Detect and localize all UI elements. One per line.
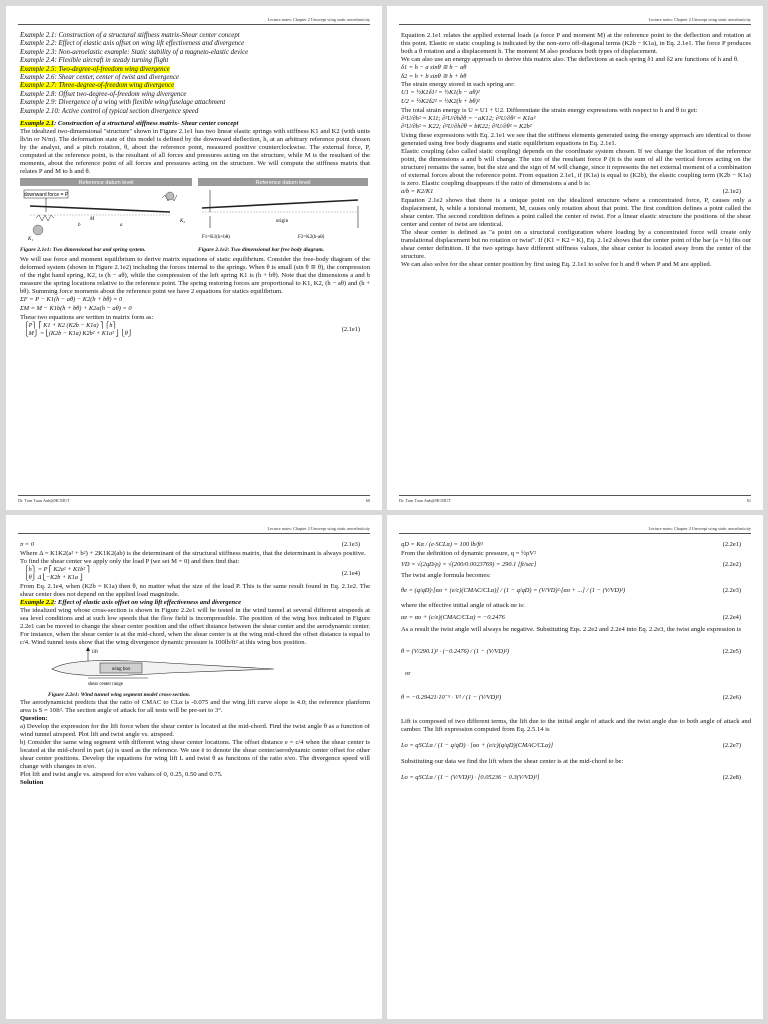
document-page-1 (6, 6, 382, 510)
paragraph: Plot lift and twist angle vs. airspeed for e/eo values of 0, 0.25, 0.50 and 0.75. (20, 771, 223, 779)
matrix-row: ⎩M⎭ = ⎣(K2b − K1a) K2b² + K1a² ⎦ ⎩θ⎭ (24, 330, 133, 338)
paragraph: From Eq. 2.1e4, when (K2b = K1a) then θ, no matter what the size of the load P. This is the same result found in Eq. 2.1e2. The shear center does not depend on the applied load magnitude. (20, 582, 370, 598)
svg-text:M: M (90, 217, 95, 223)
header-rule (18, 24, 370, 25)
equation (20, 305, 370, 314)
toc-item[interactable]: Example 2.1: Construction of a structural stiffness matrix-Shear center concept (20, 32, 240, 39)
paragraph: Lift is composed of two different terms, the lift due to the initial angle of attack and the twist angle due to both angle of attack and camber. The lift expression computed from Eq. 2.5.14 is (401, 717, 751, 733)
paragraph: To find the shear center we apply only the load P (we set M = 0) and then find that: (20, 557, 240, 565)
equation-text: δ2 = h + b sinθ ≅ h + bθ (401, 72, 467, 80)
paragraph: The strain energy stored in each spring are: (401, 81, 515, 89)
example-heading (20, 599, 370, 607)
equation (401, 64, 751, 73)
figure-2-1e2 (198, 178, 368, 254)
equation-text: θ = −0.29421·10⁻⁵ · V² / (1 − (V/VD)²) (401, 693, 502, 701)
equation-text: θ = (V/290.1)² · (−0.2476) / (1 − (V/VD)²) (401, 647, 510, 655)
paragraph: Where Δ = K1K2(a² + b²) + 2K1K2(ab) is the determinant of the structural stiffness matrix, that the determinant is always positive. (20, 549, 366, 557)
paragraph: The total strain energy is U = U1 + U2. Differentiate the strain energy expressions with respect to h and θ to get: (401, 106, 698, 114)
toc-item[interactable]: Example 2.8: Offset two-degree-of-freedom wing divergence (20, 90, 187, 98)
paragraph: As a result the twist angle will always be negative. Substituting Eqs. 2.2e2 and 2.2e4 into Eq. 2.2e3, the twist angle expression is (401, 625, 742, 633)
equation-number: (2.1e1) (341, 325, 360, 333)
equation-number: (2.1e3) (341, 541, 360, 548)
equation-text: ∂²U/∂h² = K22; ∂²U/∂h∂θ = bK22; ∂²U/∂θ² = K2b² (401, 123, 532, 131)
datum-label: Reference datum level (255, 180, 311, 187)
equation (401, 98, 751, 107)
force-f2-label: F2=K2(h-aθ) (298, 235, 325, 241)
page-number: 60 (365, 498, 370, 503)
equation (401, 634, 751, 670)
equation-text: U2 = ½K2δ2² = ½K2(h + bθ)² (401, 98, 480, 106)
paragraph: Using these expressions with Eq. 2.1e1 we see that the stiffness elements generated using the energy approach are identical to those generated using free body diagrams and static equilibrium equations in Eq. 2.1e1. (401, 131, 751, 147)
equation (401, 766, 751, 790)
solution-label: Solution (20, 779, 44, 787)
footer-author: Dr. Tran Tuan Anh@HCMUT (399, 498, 451, 503)
equation-text: U1 = ½K1δ1² = ½K1(h − aθ)² (401, 89, 480, 97)
document-page-4 (387, 515, 763, 1019)
page-header: Lecture notes: Chapter 2 Unswept wing static aeroelasticity (267, 526, 370, 531)
paragraph: a) Develop the expression for the lift force when the shear center is located at the mid-chord. Find the twist angle θ as a function of wind tunnel airspeed. Plot lift and twist angle vs. airspeed. (20, 722, 370, 738)
paragraph: We can also use an energy approach to derive this matrix also. The deflections at each spring δ1 and δ2 are functions of h and θ. (401, 56, 739, 64)
paragraph: The idealized two-dimensional "structure" shown in Figure 2.1e1 has two linear elastic springs with stiffness K1 and K2 (with units lb/in or N/m). The deformation state of this model is defined by the downward deflection, h, at an arbitrary reference point chosen by the analyst, and a pitch rotation, θ, about the reference point, measured positive counterclockwise. The external force, P, computed at the reference point, is the resultant of all forces and pressures acting on the structure, while M is the resultant of the moments, about the reference point of all forces and pressures acting on the structure. We will compute the stiffness matrix that relates P and M to h and θ. (20, 128, 370, 176)
equation-number: (2.1e4) (341, 569, 360, 577)
toc-item-highlighted[interactable]: Example 2.7: Three-degree-of-freedom wing divergence (20, 82, 175, 90)
example-heading (20, 120, 370, 128)
example-label: Example 2.1 (20, 120, 55, 128)
page-footer (399, 495, 751, 503)
free-body-diagram (198, 178, 368, 242)
matrix-equation (20, 322, 370, 339)
equation (401, 610, 751, 626)
example-label: Example 2.2 (20, 598, 55, 606)
figure-2-2e1 (20, 647, 370, 699)
example-title: : Construction of a structural stiffness matrix- Shear center concept (54, 120, 239, 128)
equation-text: αe = αo + (c/e)(CMAC/CLα) = −0.2476 (401, 613, 505, 621)
equation-text: ΣF = P − K1(h − aθ) − K2(h + bθ) = 0 (20, 296, 123, 304)
paragraph: The twist angle formula becomes: (401, 571, 491, 579)
equation (20, 541, 370, 550)
header-rule (399, 533, 751, 534)
equation-text: ΣM = M − K1b(h + bθ) + K2a(h − aθ) = 0 (20, 305, 132, 313)
equation-text: a/b = K2/K1 (401, 188, 434, 196)
figure-2-1e1 (20, 178, 192, 254)
svg-text:b: b (78, 223, 81, 229)
example-list (20, 32, 370, 116)
paragraph: Equation 2.1e2 shows that there is a unique point on the idealized structure where a concentrated force, P, causes only a displacement, h, while a torsional moment, M, causes only rotation about that point. The first condition defines a point called the shear center. The second condition defines a point called the center of twist. For a linear elastic structure the positions of the shear center and center of twist are identical. (401, 196, 751, 228)
paragraph: Elastic coupling (also called static coupling) depends on the coordinate system chosen. If we change the location of the reference point, the dimensions a and b will change. The size of the resultant force P (it is the sum of all the vertical forces acting on the structure) remains the same, but the size and the sign of M will change, since it represents the net external moment of a combination of external forces about the reference point. From equation 2.1e1, if (K1a) is equal to (K2b), the elastic coupling term (K2b − K1a) is zero. Elastic coupling disappears if the ratio of dimensions a and b is: (401, 147, 751, 188)
toc-item[interactable]: Example 2.10: Active control of typical section divergence speed (20, 107, 199, 115)
equation-text: qD = Kα / (e·SCLα) = 100 lb/ft² (401, 541, 483, 548)
paragraph: Equation 2.1e1 relates the applied external loads (a force P and moment M) at the reference point to the deflection and rotation at this point. Elastic or static coupling is indicated by the non-zero off-diagonal terms (K2b − K1a), in Eq. 2.1e1. The force P produces both a θ rotation and a displacement h. The moment M also produces both types of displacement. (401, 32, 751, 56)
equation-text: Lo = qSCLα / (1 − q/qD) · [αo + (e/c)(q/qD)(CMAC/CLα)] (401, 741, 554, 749)
figure-caption: Figure 2.2e1: Wind tunnel wing segment model cross-section. (48, 691, 191, 698)
page-number: 61 (746, 498, 751, 503)
toc-item[interactable]: Example 2.3: Non-aeroelastic example: Static stability of a magneto-elastic device (20, 48, 249, 56)
equation (401, 73, 751, 82)
svg-text:K₁: K₁ (28, 237, 34, 243)
equation-number: (2.2e8) (722, 773, 741, 781)
matrix-row: ⎧h⎫ = P ⎡ K2a² + K1b² ⎤ (24, 565, 90, 573)
paragraph: We can also solve for the shear center position by first using Eq. 2.1e1 to solve for h and θ when P and M are applied. (401, 261, 712, 269)
document-page-2 (387, 6, 763, 510)
header-rule (399, 24, 751, 25)
paragraph: where the effective initial angle of attack αe is: (401, 601, 525, 609)
equation (401, 734, 751, 758)
equation-text: ∂²U/∂h² = K11; ∂²U/∂h∂θ = −aK12; ∂²U/∂θ² = K1a² (401, 114, 536, 122)
origin-label: origin (275, 218, 289, 225)
equation (401, 123, 751, 132)
force-f1-label: F1=K1(h+bθ) (202, 235, 230, 241)
matrix-equation (20, 566, 370, 583)
header-rule (18, 533, 370, 534)
equation-number: (2.2e3) (722, 586, 741, 594)
equation-number: (2.2e6) (722, 693, 741, 701)
equation (401, 89, 751, 98)
paragraph: The idealized wing whose cross-section is shown in Figure 2.2e1 will be tested in the wind tunnel at several different airspeeds at sea level conditions and at such low speeds that the flow field is incompressible. The position of the wing box indicated in Figure 2.2e1 can be moved to change the shear center position and the offset distance between the shear center and the aerodynamic center. For instance, when the shear center is at the mid-chord, when the shear center is at the wing mid-chord the offset distance is equal to c/4. Wind tunnel tests show that the wing divergence dynamic pressure is 100lb/ft² at this wing box position. (20, 606, 370, 646)
lift-label: lift (92, 649, 98, 655)
equation (401, 678, 751, 718)
page-footer (18, 495, 370, 503)
toc-item-highlighted[interactable]: Example 2.5: Two-degree-of-freedom wing divergence (20, 65, 170, 73)
wing-cross-section (48, 647, 278, 687)
force-label: downward force = P (23, 192, 69, 199)
figure-caption: Figure 2.1e2: Two dimensional bar free body diagram. (198, 247, 325, 254)
svg-text:a: a (120, 223, 123, 229)
shear-center-range-label: shear center range (88, 681, 123, 687)
equation-number: (2.2e7) (722, 741, 741, 749)
paragraph: Substituting our data we find the lift when the shear center is at the mid-chord to be: (401, 757, 624, 765)
equation (401, 115, 751, 124)
equation-text: π = 0 (20, 541, 34, 548)
paragraph: The aerodynamicist predicts that the ratio of CMAC to CLα is -0.075 and the wing lift curve slope is 4.0; the reference planform area is S = 10ft². The section angle of attack for all tests will be pre-set to 3°. (20, 698, 370, 714)
equation (20, 296, 370, 305)
wing-box-label: wing box (111, 666, 131, 672)
matrix-row: ⎧P⎫ ⎡ K1 + K2 (K2b − K1a) ⎤ ⎧h⎫ (24, 321, 118, 329)
equation-number: (2.2e4) (722, 613, 741, 621)
equation-number: (2.2e1) (722, 541, 741, 548)
paragraph: From the definition of dynamic pressure, q = ½ρV² (401, 549, 536, 557)
equation (401, 188, 751, 197)
equation-text: Lo = qSCLα / (1 − (V/VD)²) · [0.05236 − 0.3(V/VD)²] (401, 773, 540, 781)
page-header: Lecture notes: Chapter 2 Unswept wing static aeroelasticity (648, 17, 751, 22)
question-label: Question: (20, 714, 48, 722)
paragraph: The shear center is defined as "a point on a structural configuration where loading by a concentrated force will create only translational displacement but no rotation or twist". If (K1 = K2 = K), Eq. 2.1e2 shows that the center point of the bar (a = b) fits our shear center definition. If the two springs have different stiffness values, the shear center is located away from the center of the structure. (401, 228, 751, 261)
svg-text:K₂: K₂ (180, 219, 186, 225)
equation-number: (2.2e5) (722, 647, 741, 655)
page-header: Lecture notes: Chapter 2 Unswept wing static aeroelasticity (267, 17, 370, 22)
figure-caption: Figure 2.1e1: Two dimensional bar and spring system. (20, 247, 146, 254)
figure-row (20, 178, 370, 254)
equation-text: θe = (q/qD)·[αo + (e/c)(CMAC/CLα)] / (1 − q/qD) = (V/VD)²·[αo + ...] / (1 − (V/VD)²) (401, 586, 626, 594)
equation-number: (2.2e2) (722, 560, 741, 568)
datum-label: Reference datum level (78, 180, 134, 187)
toc-item[interactable]: Example 2.6: Shear center, center of twist and divergence (20, 74, 179, 82)
equation-text: VD = √(2qD/ρ) = √(200/0.0023769) = 290.1 [ft/sec] (401, 560, 537, 568)
bar-spring-diagram (20, 178, 192, 242)
or-label: or (405, 669, 411, 677)
example-title: : Effect of elastic axis offset on wing lift effectiveness and divergence (54, 598, 242, 606)
equation (401, 541, 751, 550)
toc-item[interactable]: Example 2.9: Divergence of a wing with flexible wing/fuselage attachment (20, 99, 226, 107)
matrix-row: ⎩θ⎭ Δ ⎣−K2b + K1a ⎦ (24, 574, 83, 582)
paragraph: We will use force and moment equilibrium to derive matrix equations of static equilibrium. Consider the free-body diagram of the deformed system (shown in Figure 2.1e2) including the forces internal to the springs. When θ is small (sin θ ≅ θ), the compression of the right hand spring, K2, is (h − aθ), while the compression of the left spring K1 is (h + bθ). Note that the dimensions a and b measure the spring locations relative to the reference point. The spring restoring forces are proportional to K1, K2, (h − aθ) and (h + bθ). Summing force moments about the reference point we have 2 equations for statics equilibrium. (20, 256, 370, 296)
paragraph: b) Consider the same wing segment with different wing shear center locations. The offset distance e = c/4 when the shear center is located at the mid-chord in part (a) is used as the reference. We use ē to denote the shear center/aerodynamic center offset for other shear center positions. Develop the equations for wing lift L and twist θ as functions of the ratio e/eo. The divergence speed will change with changes in e/eo. (20, 738, 370, 771)
toc-item[interactable]: Example 2.2: Effect of elastic axis offset on wing lift effectiveness and divergence (20, 40, 245, 48)
page-header: Lecture notes: Chapter 2 Unswept wing static aeroelasticity (648, 526, 751, 531)
equation-number: (2.1e2) (722, 188, 741, 196)
toc-item[interactable]: Example 2.4: Flexible aircraft in steady turning flight (20, 57, 169, 65)
equation (401, 580, 751, 602)
paragraph: These two equations are written in matrix form as: (20, 313, 154, 321)
footer-author: Dr. Tran Tuan Anh@HCMUT (18, 498, 70, 503)
equation-text: δ1 = h − a sinθ ≅ h − aθ (401, 64, 467, 72)
equation (401, 558, 751, 572)
document-page-3 (6, 515, 382, 1019)
